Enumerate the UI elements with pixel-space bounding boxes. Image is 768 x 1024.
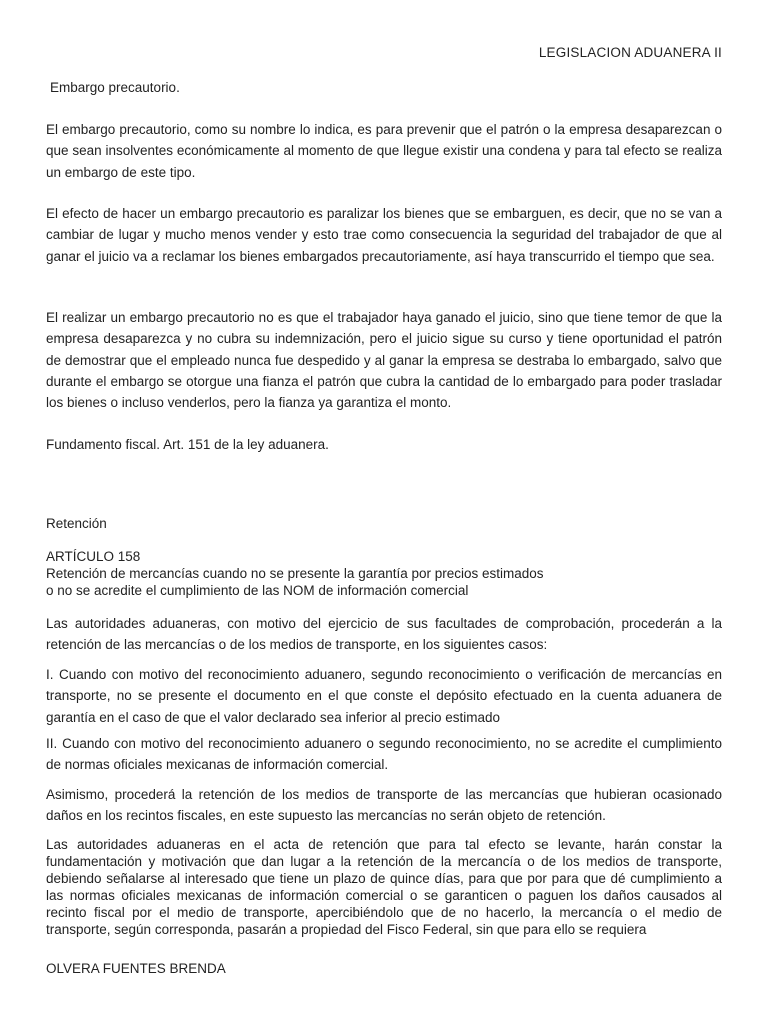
section-heading-embargo xyxy=(46,77,722,98)
article-title-line-1: Retención de mercancías cuando no se presente la garantía por precios estimados xyxy=(46,566,544,581)
retention-case-2: II. Cuando con motivo del reconocimiento aduanero o segundo reconocimiento, no se acredite el cumplimiento de normas oficiales mexicanas de información comercial. xyxy=(46,736,722,773)
retention-case-2-container xyxy=(46,733,722,776)
article-header xyxy=(46,548,722,599)
paragraph-3: El realizar un embargo precautorio no es que el trabajador haya ganado el juicio, sino que tiene temor de que la empresa desaparezca y no cubra su indemnización, pero el juicio sigue su curso y tiene oportunidad el patrón de demostrar que el empleado nunca fue despedido y al ganar la empresa se destraba lo embargado, salvo que durante el embargo se otorgue una fianza el patrón que cubra la cantidad de lo embargado para poder trasladar los bienes o incluso venderlos, pero la fianza ya garantiza el monto. xyxy=(46,310,722,411)
paragraph-1-container xyxy=(46,119,722,183)
paragraph-1: El embargo precautorio, como su nombre lo indica, es para prevenir que el patrón o la empresa desaparezcan o que sean insolventes económicamente al momento de que llegue existir una condena y para tal efecto se realiza un embargo de este tipo. xyxy=(46,122,722,180)
article-title-line-2: o no se acredite el cumplimiento de las NOM de información comercial xyxy=(46,583,469,598)
retention-intro: Las autoridades aduaneras, con motivo del ejercicio de sus facultades de comprobación, procederán a la retención de las mercancías o de los medios de transporte, en los siguientes casos: xyxy=(46,616,722,653)
page-footer-author: OLVERA FUENTES BRENDA xyxy=(46,961,226,976)
retention-intro-container xyxy=(46,613,722,656)
retention-transport-container xyxy=(46,784,722,827)
retention-act: Las autoridades aduaneras en el acta de retención que para tal efecto se levante, harán constar la fundamentación y motivación que dan lugar a la retención de la mercancía o de los medios de transporte, debiendo señalarse al interesado que tiene un plazo de quince días, para que por para que dé cumplimiento a las normas oficiales mexicanas de información comercial o se garanticen o paguen los daños causados al recinto fiscal por el medio de transporte, apercibiéndolo que de no hacerlo, la mercancía o el medio de transporte, según corresponda, pasarán a propiedad del Fisco Federal, sin que para ello se requiera xyxy=(46,837,722,937)
heading-retencion: Retención xyxy=(46,516,107,531)
retention-case-1-container xyxy=(46,664,722,728)
paragraph-2-container xyxy=(46,203,722,267)
section-heading-retencion xyxy=(46,513,722,534)
legal-basis-container xyxy=(46,434,722,455)
paragraph-2: El efecto de hacer un embargo precautorio es paralizar los bienes que se embarguen, es decir, que no se van a cambiar de lugar y mucho menos vender y esto trae como consecuencia la seguridad del trabajador de que al ganar el juicio va a reclamar los bienes embargados precautoriamente, así haya transcurrido el tiempo que sea. xyxy=(46,206,722,264)
retention-case-1: I. Cuando con motivo del reconocimiento aduanero, segundo reconocimiento o verificación de mercancías en transporte, no se presente el documento en el que conste el depósito efectuado en la cuenta aduanera de garantía en el caso de que el valor declarado sea inferior al precio estimado xyxy=(46,667,722,725)
retention-act-container xyxy=(46,836,722,938)
retention-transport: Asimismo, procederá la retención de los medios de transporte de las mercancías que hubieran ocasionado daños en los recintos fiscales, en este supuesto las mercancías no serán objeto de retención. xyxy=(46,787,722,824)
page-header-title: LEGISLACION ADUANERA II xyxy=(538,45,722,60)
legal-basis: Fundamento fiscal. Art. 151 de la ley aduanera. xyxy=(46,437,329,452)
heading-embargo-precautorio: Embargo precautorio. xyxy=(50,80,180,95)
article-number: ARTÍCULO 158 xyxy=(46,549,141,564)
paragraph-3-container xyxy=(46,307,722,413)
